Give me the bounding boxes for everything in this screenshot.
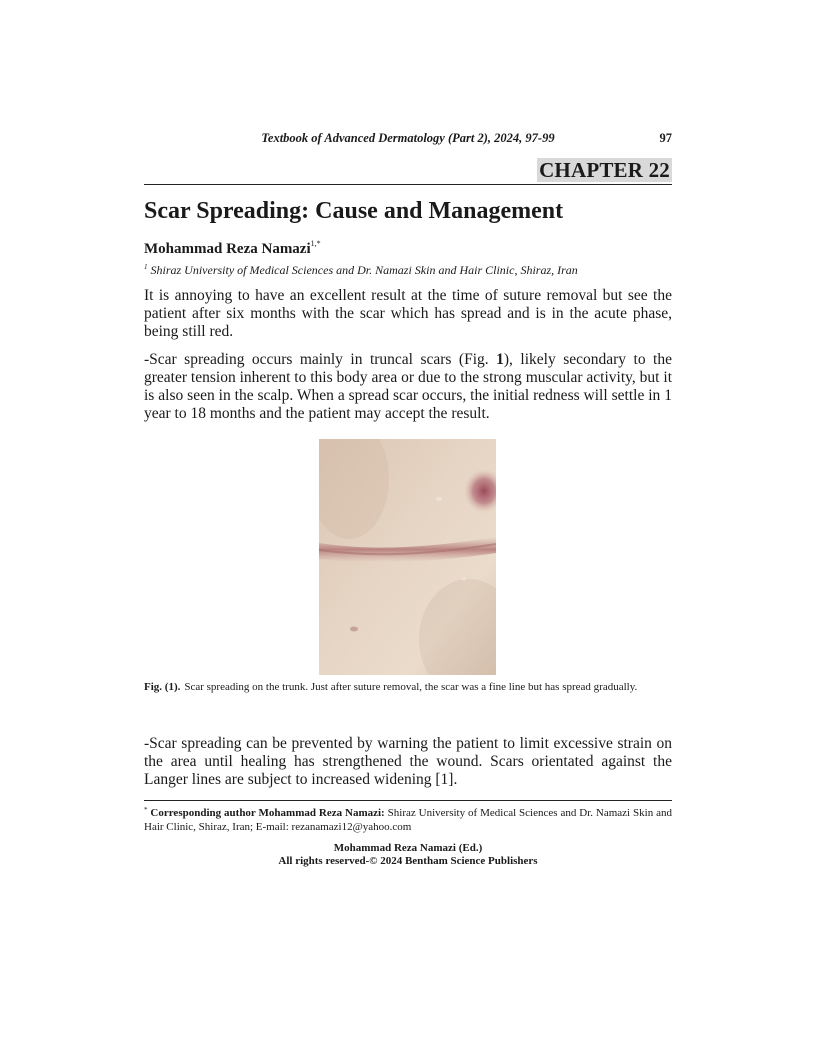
- footnote: [144, 803, 672, 834]
- affiliation: [144, 259, 672, 278]
- author-name: Mohammad Reza Namazi: [144, 241, 311, 257]
- chapter-label: CHAPTER 22: [539, 158, 670, 182]
- paragraph-cause: [144, 351, 672, 423]
- running-header: [144, 131, 672, 149]
- footnote-label: Corresponding author Mohammad Reza Namazi:: [150, 807, 385, 819]
- source-year-pages: , 2024, 97-99: [487, 131, 555, 145]
- author-marks: 1,*: [310, 239, 321, 248]
- scar-photo: [319, 439, 496, 675]
- figure-label: Fig. (1).: [144, 681, 181, 693]
- figure-caption-text: Scar spreading on the trunk. Just after suture removal, the scar was a fine line but has spread gradually.: [184, 681, 638, 693]
- paragraph-intro: It is annoying to have an excellent result at the time of suture removal but see the patient after six months with the scar which has spread and is in the acute phase, being still red.: [144, 287, 672, 340]
- source-title: Textbook of Advanced Dermatology (Part 2): [261, 131, 488, 145]
- footnote-divider: [144, 800, 672, 801]
- source-citation: [144, 131, 672, 146]
- footer-editor: Mohammad Reza Namazi (Ed.): [333, 842, 483, 854]
- author-line: [144, 235, 321, 258]
- affiliation-text: Shiraz University of Medical Sciences and Dr. Namazi Skin and Hair Clinic, Shiraz, Iran: [150, 263, 578, 277]
- page-number: 97: [659, 131, 672, 145]
- paragraph-cause-end: ), likely secondary to the greater tension inherent to this body area or due to the strong muscular activity, but it is also seen in the scalp. When a spread scar occurs, the initial redness will settle in 1 year to 18 months and the patient may accept the result.: [144, 351, 672, 422]
- figure-reference: 1: [496, 351, 504, 368]
- chapter-banner: [144, 156, 672, 185]
- figure-caption: [144, 681, 672, 695]
- paragraph-prevention: -Scar spreading can be prevented by warning the patient to limit excessive strain on the area until healing has strengthened the wound. Scars orientated against the Langer lines are subject to increased widening [1].: [144, 735, 672, 788]
- page-footer: [144, 842, 672, 868]
- footnote-text: Shiraz University of Medical Sciences and Dr. Namazi Skin and Hair Clinic, Shiraz, Iran; E-mail: rezanamazi12@yahoo.com: [144, 807, 672, 833]
- affiliation-mark: 1: [144, 263, 148, 271]
- paragraph-cause-start: -Scar spreading occurs mainly in truncal scars (Fig.: [144, 351, 497, 368]
- footer-copyright: All rights reserved-© 2024 Bentham Science Publishers: [278, 855, 538, 867]
- chapter-title: Scar Spreading: Cause and Management: [144, 198, 564, 224]
- footnote-mark: *: [144, 806, 148, 814]
